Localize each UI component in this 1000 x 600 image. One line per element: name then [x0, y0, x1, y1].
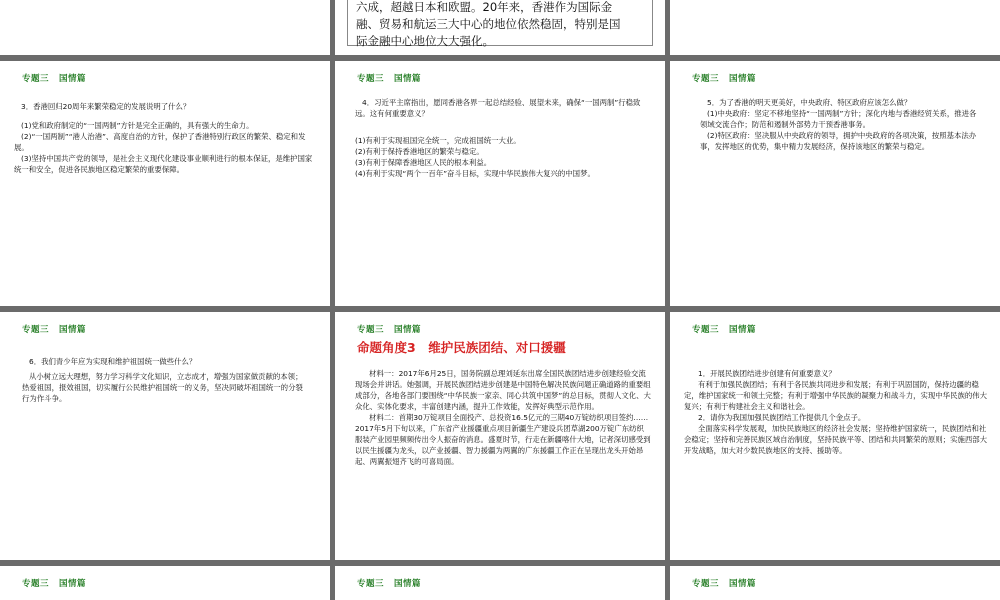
- slide-header: [692, 72, 756, 84]
- answer-line: 全面落实科学发展观，加快民族地区的经济社会发展；坚持维护国家统一，民族团结和社会稳定；坚持和完善民族区域自治制度，坚持民族平等、团结和共同繁荣的原则；实施西部大开发战略，加大对少数民族地区的支持、援助等。: [684, 424, 988, 455]
- answer-line: (2)特区政府：坚决服从中央政府的领导，拥护中央政府的各项决策，按照基本法办事，发挥地区的优势，集中精力发展经济，保持该地区的繁荣与稳定。: [700, 131, 977, 151]
- slide-header: [357, 323, 421, 335]
- question: 1．开展民族团结进步创建有何重要意义？: [698, 369, 836, 378]
- material-paragraph: 材料二：首期30万锭项目全面投产、总投资16.5亿元的三期40万锭纺织项目签约……2017年5月下旬以来，广东省产业援疆重点项目新疆生产建设兵团草湖200万锭广东纺织服装产业园里频频传出令人振奋的消息。盛夏时节，行走在新疆喀什大地，记者深切感受到以民生援疆为龙头，以产业援疆、智力援疆为两翼的广东援疆工作正在呈现出龙头开始昂起、两翼振翅齐飞的可喜局面。: [355, 413, 651, 466]
- slide-angle3[interactable]: [335, 312, 665, 560]
- slide-header: [692, 577, 756, 589]
- slide-header: [22, 323, 86, 335]
- answer-line: (4)有利于实现“两个一百年”奋斗目标，实现中华民族伟大复兴的中国梦。: [355, 169, 595, 178]
- slide-body: [14, 101, 316, 175]
- topic-name: 国情篇: [59, 325, 87, 335]
- slide-q12[interactable]: [670, 312, 1000, 560]
- question: 5．为了香港的明天更美好，中央政府、特区政府应该怎么做？: [707, 98, 912, 107]
- answer-line: (3)坚持中国共产党的领导，是社会主义现代化建设事业顺利进行的根本保证，是维护国家统一和安全，促进各民族地区稳定繁荣的重要保障。: [14, 154, 313, 174]
- slide-q4[interactable]: [335, 61, 665, 306]
- answer-line: (3)有利于保障香港地区人民的根本利益。: [355, 158, 492, 167]
- topic-label: 专题三: [692, 325, 720, 335]
- slide-header: [357, 72, 421, 84]
- topic-name: 国情篇: [59, 74, 87, 84]
- topic-name: 国情篇: [729, 579, 757, 589]
- topic-label: 专题三: [22, 74, 50, 84]
- topic-name: 国情篇: [394, 74, 422, 84]
- question: 2．请你为我国加强民族团结工作提供几个金点子。: [698, 413, 866, 422]
- slide-body: [684, 368, 990, 456]
- slide-q6[interactable]: [0, 312, 330, 560]
- topic-label: 专题三: [357, 74, 385, 84]
- box-line: 际金融中心地位大大强化。: [356, 34, 494, 48]
- slide-partial-bottom-middle[interactable]: [335, 566, 665, 600]
- slide-header: [357, 577, 421, 589]
- slide-body: [700, 97, 982, 152]
- slide-header: [22, 72, 86, 84]
- topic-label: 专题三: [357, 325, 385, 335]
- slide-partial-top-middle: [335, 0, 665, 55]
- question: 4．习近平主席指出，愿同香港各界一起总结经验、展望未来，确保“一国两制”行稳致远。这有何重要意义？: [355, 98, 641, 118]
- material-text-box: [347, 0, 653, 46]
- box-line: 融、贸易和航运三大中心的地位依然稳固，特别是国: [356, 17, 621, 31]
- answer-line: 有利于加强民族团结；有利于各民族共同进步和发展；有利于巩固国防，保持边疆的稳定，维护国家统一和领土完整；有利于增强中华民族的凝聚力和战斗力，实现中华民族的伟大复兴；有利于构建社会主义和谐社会。: [684, 380, 988, 411]
- box-line: 六成，超越日本和欧盟。20年来，香港作为国际金: [356, 0, 613, 14]
- slide-partial-bottom-left[interactable]: [0, 566, 330, 600]
- answer-line: (1)有利于实现祖国完全统一，完成祖国统一大业。: [355, 136, 521, 145]
- slide-body: [22, 356, 308, 404]
- topic-name: 国情篇: [394, 579, 422, 589]
- topic-label: 专题三: [692, 74, 720, 84]
- topic-name: 国情篇: [59, 579, 87, 589]
- slide-partial-top-left: [0, 0, 330, 55]
- material-paragraph: 材料一：2017年6月25日，国务院副总理刘延东出席全国民族团结进步创建经验交流现场会并讲话。她强调，开展民族团结进步创建是中国特色解决民族问题正确道路的重要组成部分，各地各部门要围绕“中华民族一家亲、同心共筑中国梦”的总目标，贯彻人文化、大众化、实体化要求，丰富创建内涵，提升工作效能，发挥好典型示范作用。: [355, 369, 651, 411]
- topic-name: 国情篇: [729, 74, 757, 84]
- question: 6．我们青少年应为实现和维护祖国统一做些什么？: [29, 357, 197, 366]
- topic-label: 专题三: [692, 579, 720, 589]
- slide-header: [692, 323, 756, 335]
- answer-line: (2)“一国两制”“港人治港”、高度自治的方针，保护了香港特别行政区的繁荣、稳定和发展。: [14, 132, 306, 152]
- slide-q3[interactable]: [0, 61, 330, 306]
- slide-body: [355, 97, 651, 179]
- answer-line: (1)中央政府：坚定不移地坚持“一国两制”方针；深化内地与香港经贸关系，推进各领域交流合作；防范和遏制外部势力干预香港事务。: [700, 109, 977, 129]
- answer-line: (1)党和政府制定的“一国两制”方针是完全正确的，具有强大的生命力。: [21, 121, 254, 130]
- topic-label: 专题三: [22, 325, 50, 335]
- section-title: 命题角度3 维护民族团结、对口援疆: [357, 340, 566, 355]
- topic-label: 专题三: [357, 579, 385, 589]
- topic-name: 国情篇: [729, 325, 757, 335]
- answer-line: 从小树立远大理想，努力学习科学文化知识，立志成才，增强为国家做贡献的本领；热爱祖国，报效祖国，切实履行公民维护祖国统一的义务，坚决同破坏祖国统一的分裂行为作斗争。: [22, 372, 303, 403]
- topic-name: 国情篇: [394, 325, 422, 335]
- slide-header: [22, 577, 86, 589]
- topic-label: 专题三: [22, 579, 50, 589]
- question: 3．香港回归20周年来繁荣稳定的发展说明了什么？: [21, 102, 191, 111]
- answer-line: (2)有利于保持香港地区的繁荣与稳定。: [355, 147, 484, 156]
- slide-partial-top-right: [670, 0, 1000, 55]
- slide-partial-bottom-right[interactable]: [670, 566, 1000, 600]
- slide-q5[interactable]: [670, 61, 1000, 306]
- slide-body: [355, 368, 651, 467]
